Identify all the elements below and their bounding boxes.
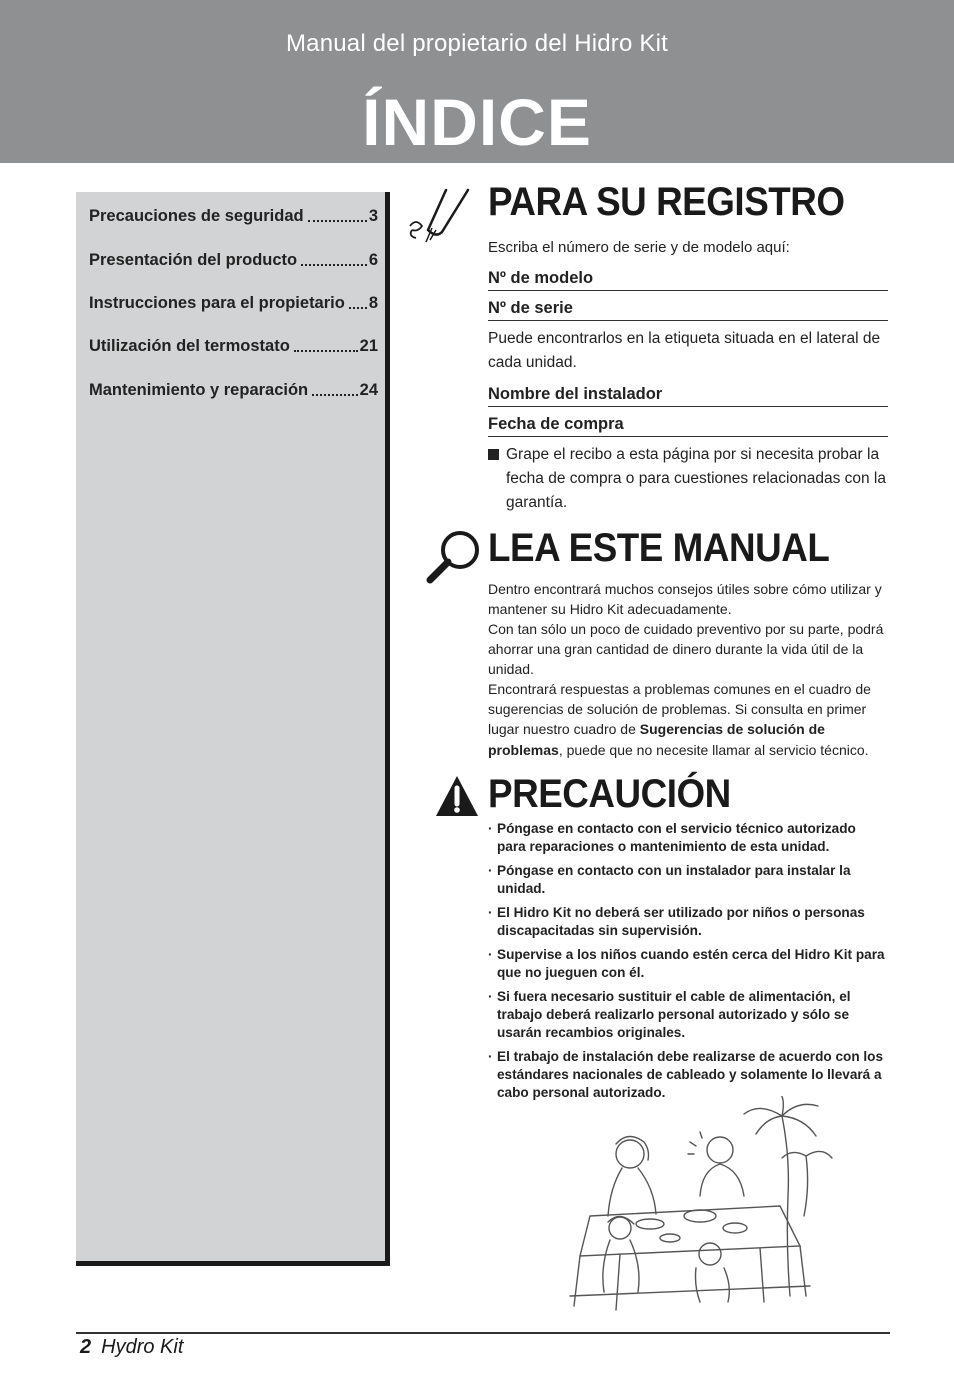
list-item: · El trabajo de instalación debe realizarse de acuerdo con los estándares nacionales de cableado y solamente lo llevará a cabo personal autorizado. [488,1048,888,1102]
toc-entry-page: 6 [368,251,378,269]
toc-entry-page: 24 [359,381,378,399]
lea-p3-start: Encontrará respuestas a problemas comunes en el cuadro de sugerencias de solución de problemas. Si consulta en primer lugar nuestro cuadro de [488,681,871,738]
page-footer [80,1336,183,1359]
toc-entry-label: Precauciones de seguridad [89,207,304,225]
purchase-date-field: Fecha de compra [488,412,888,437]
manual-subtitle: Manual del propietario del Hidro Kit [285,30,669,57]
lea-heading: LEA ESTE MANUAL [488,526,830,570]
toc-leader-dots [294,350,358,352]
toc-leader-dots [312,394,358,396]
registro-note: Puede encontrarlos en la etiqueta situada en el lateral de cada unidad. [488,330,881,371]
toc-entry-page: 8 [368,294,378,312]
footer-product: Hydro Kit [101,1336,184,1358]
list-item: · Supervise a los niños cuando estén cerca del Hidro Kit para que no jueguen con él. [488,946,888,982]
toc-entry-page: 3 [368,207,378,225]
model-number-field: Nº de modelo [488,266,888,291]
toc-entry[interactable] [89,334,378,356]
lea-paragraph-2: Con tan sólo un poco de cuidado preventivo por su parte, podrá ahorrar una gran cantidad de dinero durante la vida útil de la unidad. [488,621,884,678]
pen-icon [406,186,476,246]
lea-paragraph-1: Dentro encontrará muchos consejos útiles sobre cómo utilizar y mantener su Hidro Kit adecuadamente. [488,581,882,618]
lea-p3-end: , puede que no necesite llamar al servicio técnico. [558,741,869,758]
picnic-illustration [560,1096,838,1316]
page-number: 2 [80,1336,92,1358]
installer-name-field: Nombre del instalador [488,382,888,407]
registro-intro: Escriba el número de serie y de modelo aquí: [488,239,790,256]
receipt-bullet [488,443,888,515]
list-item: · Póngase en contacto con un instalador para instalar la unidad. [488,862,888,898]
toc-leader-dots [301,264,367,266]
page-header [0,0,954,163]
warning-icon [434,774,480,818]
list-item: · Póngase en contacto con el servicio técnico autorizado para reparaciones o mantenimiento de esta unidad. [488,820,888,856]
toc-leader-dots [308,220,367,222]
toc-entry[interactable] [89,378,378,400]
lea-paragraph-3 [488,679,888,760]
precaucion-heading: PRECAUCIÓN [488,772,731,816]
square-bullet-icon [488,449,499,460]
page-title: ÍNDICE [362,85,592,159]
toc-entry[interactable] [89,248,378,270]
toc-entry[interactable] [89,291,378,313]
list-item: · El Hidro Kit no deberá ser utilizado por niños o personas discapacitadas sin supervisión. [488,904,888,940]
footer-divider [76,1332,890,1334]
toc-entry[interactable] [89,204,378,226]
toc-entry-label: Mantenimiento y reparación [89,381,309,399]
toc-leader-dots [349,307,367,309]
magnifier-icon [422,528,484,586]
toc-entry-label: Utilización del termostato [89,337,290,355]
registro-heading: PARA SU REGISTRO [488,180,845,224]
list-item: · Si fuera necesario sustituir el cable de alimentación, el trabajo deberá realizarlo personal autorizado y sólo se usarán recambios originales. [488,988,888,1042]
toc-entry-label: Instrucciones para el propietario [89,294,345,312]
precaution-list [488,820,888,1108]
toc-entry-page: 21 [359,337,378,355]
serial-number-field: Nº de serie [488,296,888,321]
toc-entry-label: Presentación del producto [89,251,298,269]
lea-p3-bold: Sugerencias de solución de problemas [488,721,825,758]
receipt-bullet-text: Grape el recibo a esta página por si necesita probar la fecha de compra o para cuestiones relacionadas con la garantía. [506,446,886,511]
